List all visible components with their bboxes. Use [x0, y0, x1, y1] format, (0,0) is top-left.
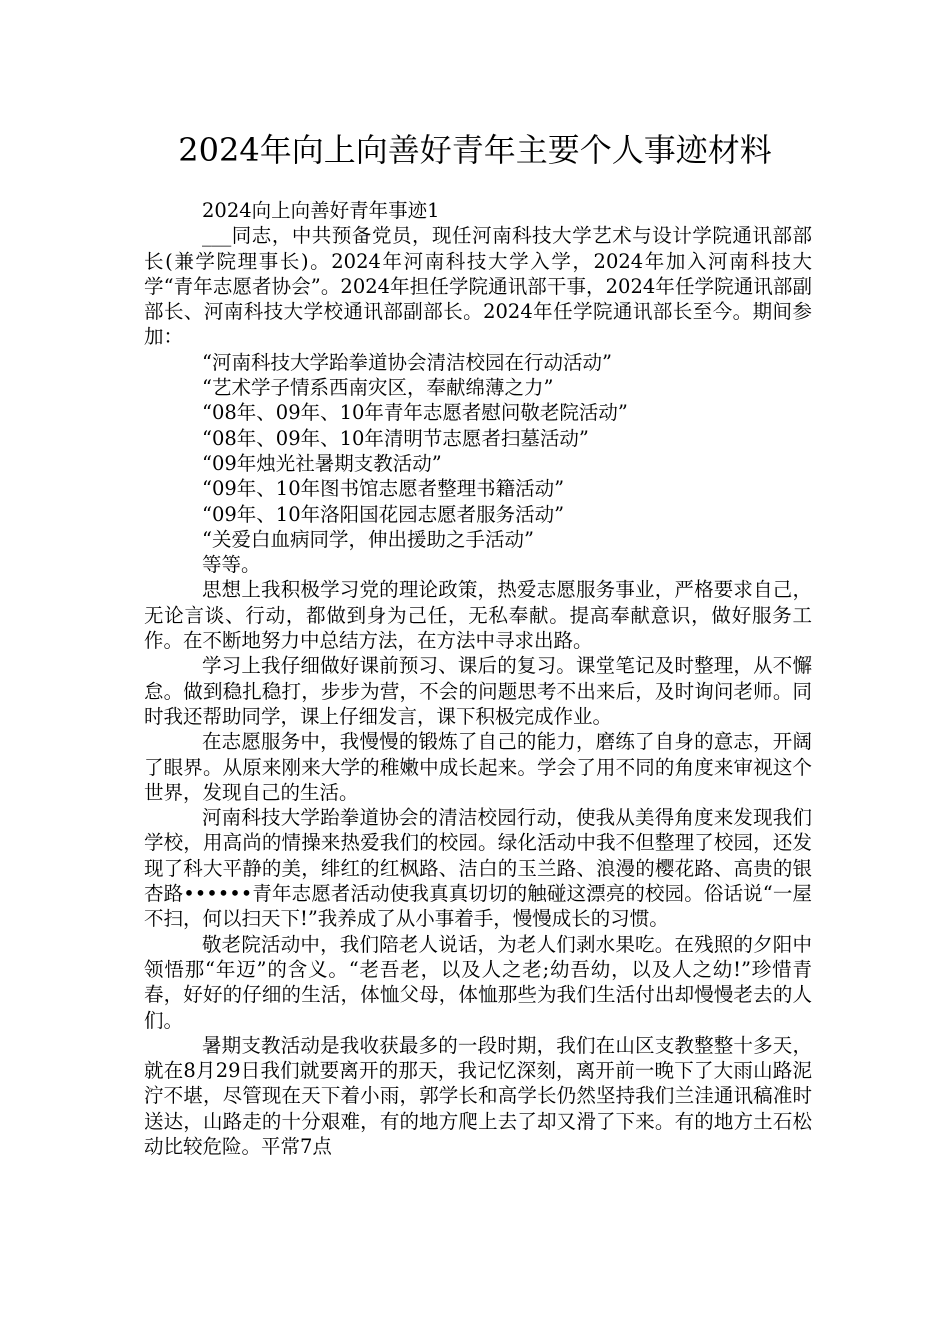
activity-list-item: “09年烛光社暑期支教活动”: [202, 451, 442, 475]
document-title: 2024年向上向善好青年主要个人事迹材料: [178, 131, 772, 169]
activity-list-item: “08年、09年、10年青年志愿者慰问敬老院活动”: [202, 401, 628, 425]
section-heading: 2024向上向善好青年事迹1: [202, 199, 440, 222]
intro-paragraph: ___同志，中共预备党员，现任河南科技大学艺术与设计学院通讯部部长(兼学院理事长)。2024年河南科技大学入学，2024年加入河南科技大学“青年志愿者协会”。2024年担任学院通讯部干事，2024年任学院通讯部副部长、河南科技大学校通讯部副部长。2024年任学院通讯部长至今。期间参加：: [144, 224, 812, 349]
activity-list-item: “09年、10年洛阳国花园志愿者服务活动”: [202, 502, 565, 526]
body-paragraph: 河南科技大学跆拳道协会的清洁校园行动，使我从美得角度来发现我们学校，用高尚的情操来热爱我们的校园。绿化活动中我不但整理了校园，还发现了科大平静的美，绯红的红枫路、洁白的玉兰路、浪漫的樱花路、高贵的银杏路••••••青年志愿者活动使我真真切切的触碰这漂亮的校园。俗话说“一屋不扫，何以扫天下!”我养成了从小事着手，慢慢成长的习惯。: [144, 806, 812, 931]
body-paragraph: 暑期支教活动是我收获最多的一段时期，我们在山区支教整整十多天，就在8月29日我们就要离开的那天，我记忆深刻，离开前一晚下了大雨山路泥泞不堪，尽管现在天下着小雨，郭学长和高学长仍然坚持我们兰洼通讯稿准时送达，山路走的十分艰难，有的地方爬上去了却又滑了下来。有的地方土石松动比较危险。平常7点: [144, 1033, 812, 1158]
body-paragraph: 在志愿服务中，我慢慢的锻炼了自己的能力，磨练了自身的意志，开阔了眼界。从原来刚来大学的稚嫩中成长起来。学会了用不同的角度来审视这个世界，发现自己的生活。: [144, 730, 812, 804]
body-paragraph: 敬老院活动中，我们陪老人说话，为老人们剥水果吃。在残照的夕阳中领悟那“年迈”的含义。“老吾老，以及人之老;幼吾幼，以及人之幼!”珍惜青春，好好的仔细的生活，体恤父母，体恤那些为我们生活付出却慢慢老去的人们。: [144, 932, 812, 1032]
body-paragraph: 学习上我仔细做好课前预习、课后的复习。课堂笔记及时整理，从不懈怠。做到稳扎稳打，步步为营，不会的问题思考不出来后，及时询问老师。同时我还帮助同学，课上仔细发言，课下积极完成作业。: [144, 654, 812, 728]
body-paragraph: 思想上我积极学习党的理论政策，热爱志愿服务事业，严格要求自己，无论言谈、行动，都做到身为己任，无私奉献。提高奉献意识，做好服务工作。在不断地努力中总结方法，在方法中寻求出路。: [144, 578, 812, 653]
activity-list-item: “河南科技大学跆拳道协会清洁校园在行动活动”: [202, 350, 612, 374]
activity-list-item: “09年、10年图书馆志愿者整理书籍活动”: [202, 477, 565, 501]
etc-line: 等等。: [202, 553, 261, 577]
document-body: [144, 198, 812, 1159]
activity-list-item: “关爱白血病同学，伸出援助之手活动”: [202, 527, 534, 551]
activity-list-item: “08年、09年、10年清明节志愿者扫墓活动”: [202, 426, 589, 450]
activity-list-item: “艺术学子情系西南灾区，奉献绵薄之力”: [202, 376, 554, 400]
